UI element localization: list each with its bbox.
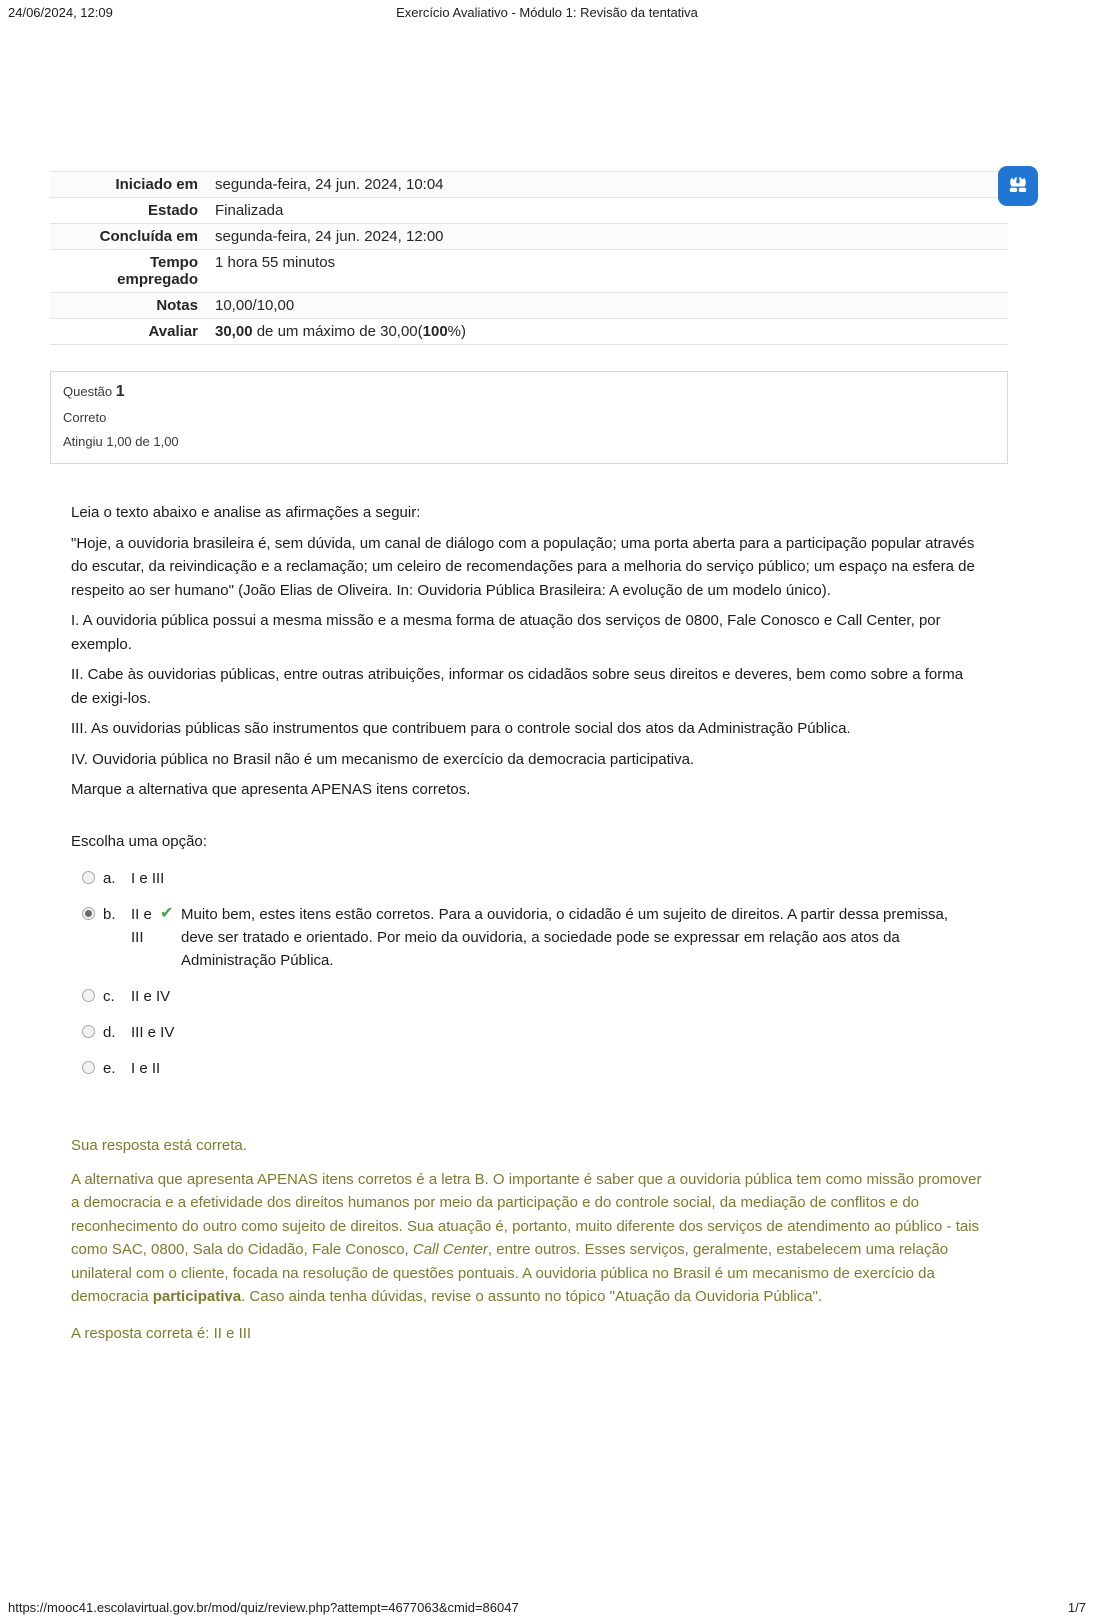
option-text: I e III [131, 870, 165, 887]
summary-value: segunda-feira, 24 jun. 2024, 10:04 [215, 176, 444, 193]
correct-check-icon: ✔ [160, 905, 174, 922]
radio-option-a[interactable] [82, 871, 95, 884]
grade-text-end: %) [447, 323, 467, 340]
table-row-grade [50, 318, 1008, 345]
summary-value: 1 hora 55 minutos [215, 254, 336, 271]
correct-response-message: Sua resposta está correta. [71, 1137, 247, 1154]
question-number [63, 383, 995, 401]
summary-label: Concluída em [99, 228, 198, 245]
statement-iv: IV. Ouvidoria pública no Brasil não é um mecanismo de exercício da democracia participativa. [71, 750, 695, 768]
summary-label: Tempo empregado [117, 254, 198, 288]
question-quote: "Hoje, a ouvidoria brasileira é, sem dúvida, um canal de diálogo com a população; uma porta aberta para a participação popular através do escutar, da reivindicação e a reclamação; um celeiro de recomendações para a melhoria do serviço público; um espaço na esfera de respeito ao ser humano" (João Elias de Oliveira. In: Ouvidoria Pública Brasileira: A evolução de um modelo único). [71, 534, 975, 599]
page-number: 1/7 [1067, 1600, 1086, 1615]
summary-label: Notas [156, 297, 198, 314]
option-letter: a. [103, 870, 116, 887]
option-letter: b. [103, 906, 116, 923]
grade-percent: 100 [422, 323, 448, 340]
feedback-italic: Call Center [412, 1241, 488, 1258]
table-row [50, 292, 1008, 318]
table-row [50, 197, 1008, 223]
option-letter: d. [103, 1024, 116, 1041]
print-datetime: 24/06/2024, 12:09 [8, 5, 113, 20]
choose-option-prompt: Escolha uma opção: [71, 833, 207, 850]
question-label: Questão [63, 384, 113, 399]
summary-value: segunda-feira, 24 jun. 2024, 12:00 [215, 228, 444, 245]
statement-ii: II. Cabe às ouvidorias públicas, entre outras atribuições, informar os cidadãos sobre seus direitos e deveres, bem como sobre a forma de exigi-los. [71, 666, 964, 707]
correct-answer-line: A resposta correta é: II e III [71, 1324, 252, 1342]
statement-iii: III. As ouvidorias públicas são instrumentos que contribuem para o controle social dos atos da Administração Pública. [71, 720, 851, 737]
libras-hands-icon [1005, 171, 1031, 202]
table-row [50, 249, 1008, 292]
feedback-part-3: . Caso ainda tenha dúvidas, revise o assunto no tópico "Atuação da Ouvidoria Pública". [241, 1288, 823, 1305]
option-text: II e IV [131, 988, 171, 1005]
question-number-value: 1 [115, 383, 125, 400]
option-letter: e. [103, 1060, 116, 1077]
feedback-part-2: , entre outros. Esses serviços, geralmente, estabelecem uma relação unilateral com o cliente, focada na resolução de questões pontuais. A ouvidoria pública no Brasil é um mecanismo de exercício da democracia [71, 1241, 949, 1305]
option-b[interactable] [71, 903, 983, 972]
summary-value: 10,00/10,00 [215, 297, 295, 314]
feedback-part-1: A alternativa que apresenta APENAS itens corretos é a letra B. O importante é saber que a ouvidoria pública tem como missão promover a democracia e a efetividade dos direitos humanos por meio da participação e do controle social, da mediação de conflitos e do reconhecimento do outro como sujeito de direitos. Sua atuação é, portanto, muito diferente dos serviços de atendimento ao público - tais como SAC, 0800, Sala do Cidadão, Fale Conosco, [71, 1170, 982, 1258]
radio-option-b[interactable] [82, 907, 95, 920]
question-text [71, 501, 983, 809]
page-title: Exercício Avaliativo - Módulo 1: Revisão da tentativa [396, 5, 698, 20]
radio-option-e[interactable] [82, 1061, 95, 1074]
summary-value-grade [215, 323, 1008, 340]
feedback-bold: participativa [152, 1288, 242, 1305]
general-feedback [71, 1128, 983, 1345]
option-c[interactable] [71, 985, 983, 1008]
question-grade: Atingiu 1,00 de 1,00 [63, 434, 179, 449]
table-row [50, 171, 1008, 197]
option-a[interactable] [71, 867, 983, 890]
option-letter: c. [103, 988, 115, 1005]
summary-label: Iniciado em [115, 176, 198, 193]
feedback-paragraph [71, 1168, 983, 1309]
option-text: III e IV [131, 1024, 175, 1041]
answer-options [71, 830, 983, 1093]
question-state: Correto [63, 410, 107, 425]
attempt-summary-table [50, 171, 1008, 345]
radio-option-c[interactable] [82, 989, 95, 1002]
option-text [131, 903, 174, 949]
option-d[interactable] [71, 1021, 983, 1044]
radio-option-d[interactable] [82, 1025, 95, 1038]
summary-label: Estado [147, 202, 198, 219]
table-row [50, 223, 1008, 249]
print-url: https://mooc41.escolavirtual.gov.br/mod/quiz/review.php?attempt=4677063&cmid=86047 [8, 1600, 519, 1615]
question-intro: Leia o texto abaixo e analise as afirmações a seguir: [71, 504, 421, 521]
option-e[interactable] [71, 1057, 983, 1080]
question-info-box [50, 371, 1008, 464]
option-b-answer: II e III [131, 906, 152, 946]
grade-text: de um máximo de 30,00( [252, 323, 423, 340]
libras-accessibility-button[interactable] [998, 166, 1038, 206]
statement-i: I. A ouvidoria pública possui a mesma missão e a mesma forma de atuação dos serviços de 0800, Fale Conosco e Call Center, por exemplo. [71, 612, 941, 653]
question-instruction: Marque a alternativa que apresenta APENAS itens corretos. [71, 781, 471, 798]
grade-points: 30,00 [215, 323, 253, 340]
option-b-feedback: Muito bem, estes itens estão corretos. Para a ouvidoria, o cidadão é um sujeito de direitos. A partir dessa premissa, deve ser tratado e orientado. Por meio da ouvidoria, a sociedade pode se expressar em relação aos atos da Administração Pública. [181, 906, 949, 969]
summary-value: Finalizada [215, 202, 284, 219]
option-text: I e II [131, 1060, 161, 1077]
summary-label: Avaliar [148, 323, 198, 340]
